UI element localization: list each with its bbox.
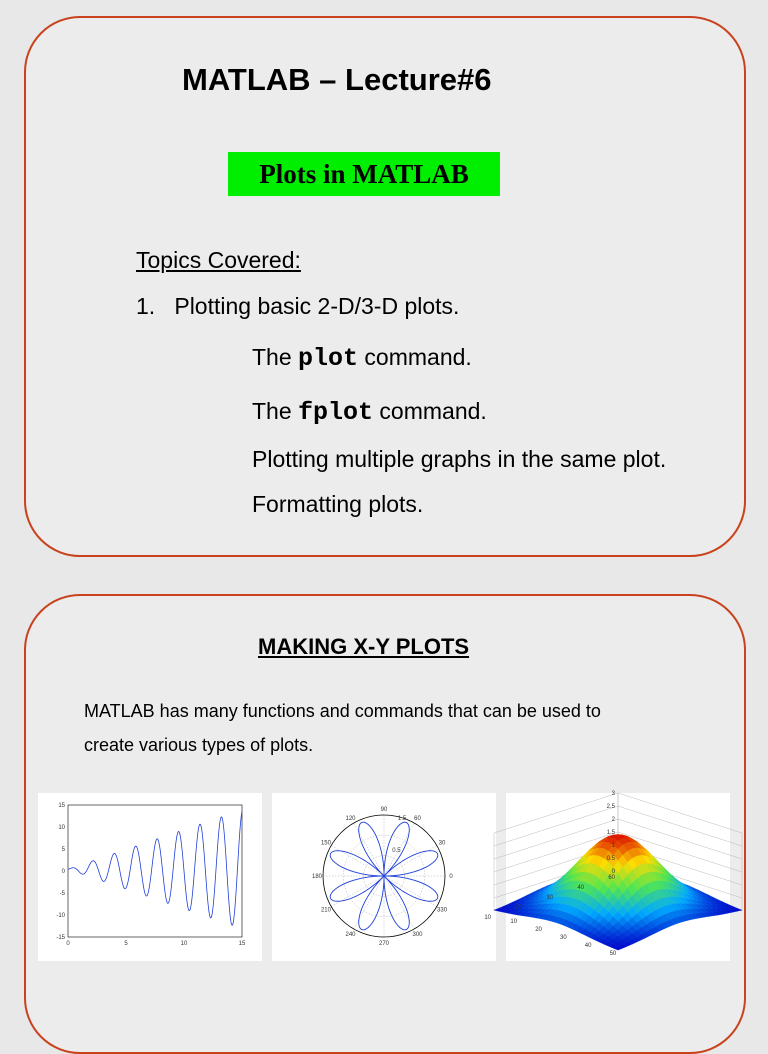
topic-badge: Plots in MATLAB [228,152,500,196]
sub-item-plot [252,344,472,373]
sub-item-prefix: The [252,344,298,370]
polar-radius-label: 1.5 [398,816,407,822]
sub-item-multiple: Plotting multiple graphs in the same plot. [252,446,666,473]
sub-item-suffix: command. [373,398,487,424]
polar-angle-label: 240 [345,932,356,938]
y-tick-label: 10 [484,915,491,921]
y-tick-label: -5 [60,891,66,897]
oscillating-curve [68,811,242,925]
polar-angle-label: 330 [437,908,448,914]
y-tick-label: 5 [62,847,66,853]
x-tick-label: 10 [181,941,188,947]
sub-item-suffix: command. [358,344,472,370]
y-tick-label: 0 [62,869,66,875]
polar-angle-label: 150 [321,841,332,847]
line-plot-figure [38,793,262,961]
line-plot-thumbnail [38,793,262,961]
sub-item-formatting: Formatting plots. [252,491,423,518]
z-tick-label: 2.5 [607,804,616,810]
description-line-1: MATLAB has many functions and commands that can be used to [84,701,601,722]
polar-radius-label: 0.5 [392,848,401,854]
sub-item-fplot [252,398,487,427]
z-tick-label: 0.5 [607,856,616,862]
z-tick-label: 0 [612,869,616,875]
x-tick-label: 10 [510,919,517,925]
x-tick-label: 50 [610,951,617,957]
z-tick-label: 1 [612,843,616,849]
rose-curve [330,822,438,930]
y-tick-label: -10 [56,913,65,919]
y-tick-label: 20 [515,905,522,911]
z-tick-label: 2 [612,817,616,823]
topic-item-1 [136,293,459,320]
y-tick-label: 60 [608,875,615,881]
y-tick-label: 30 [546,895,553,901]
topics-heading: Topics Covered: [136,247,301,274]
polar-angle-label: 30 [439,841,446,847]
polar-angle-label: 210 [321,908,332,914]
polar-angle-label: 60 [414,816,421,822]
surface-plot-figure [506,793,730,961]
polar-plot-thumbnail [272,793,496,961]
polar-angle-label: 180 [312,874,323,880]
x-tick-label: 20 [535,927,542,933]
surface-plot-thumbnail [506,793,730,961]
y-tick-label: 40 [577,885,584,891]
y-tick-label: 15 [58,803,65,809]
y-tick-label: 10 [58,825,65,831]
z-tick-label: 3 [612,791,616,797]
x-tick-label: 15 [239,941,246,947]
description-line-2: create various types of plots. [84,735,313,756]
polar-angle-label: 270 [379,941,390,947]
polar-angle-label: 120 [345,816,356,822]
plot-command-code: plot [298,344,358,373]
polar-angle-label: 300 [412,932,423,938]
polar-angle-label: 90 [381,807,388,813]
x-tick-label: 30 [560,935,567,941]
sub-item-prefix: The [252,398,298,424]
x-tick-label: 0 [66,941,70,947]
fplot-command-code: fplot [298,398,373,427]
polar-plot-figure [272,793,496,961]
topic-item-text: Plotting basic 2-D/3-D plots. [174,293,459,319]
x-tick-label: 40 [585,943,592,949]
polar-angle-label: 0 [449,874,453,880]
z-tick-label: 1.5 [607,830,616,836]
x-tick-label: 5 [124,941,128,947]
topic-item-number: 1. [136,293,155,319]
lecture-title: MATLAB – Lecture#6 [182,62,492,98]
section-title: MAKING X-Y PLOTS [258,634,469,660]
y-tick-label: -15 [56,935,65,941]
